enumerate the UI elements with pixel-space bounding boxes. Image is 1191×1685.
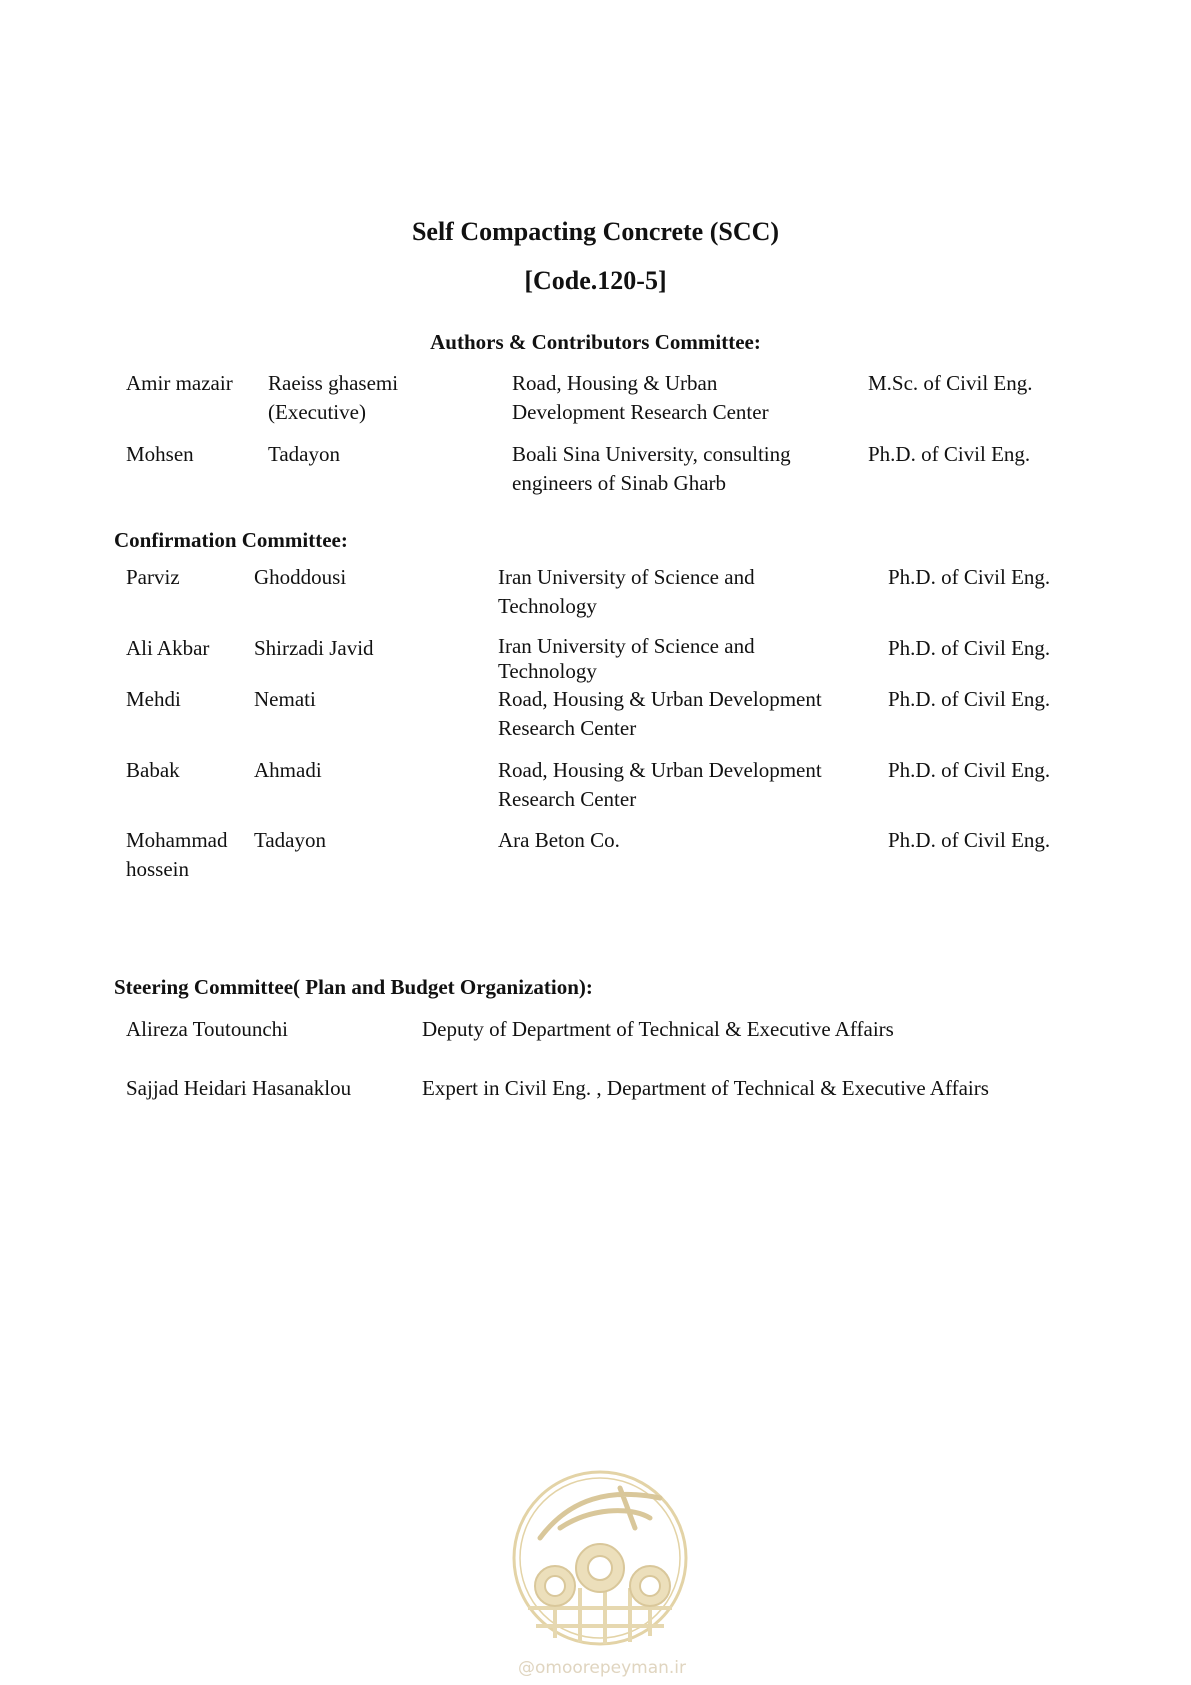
degree: Ph.D. of Civil Eng.: [888, 758, 1051, 782]
member-role: Expert in Civil Eng. , Department of Technical & Executive Affairs: [422, 1076, 989, 1100]
last-name: Ahmadi: [254, 758, 322, 782]
member-name: Sajjad Heidari Hasanaklou: [126, 1076, 352, 1100]
document-title: Self Compacting Concrete (SCC): [411, 217, 780, 246]
organization: Iran University of Science and Technology: [498, 565, 755, 618]
organization: Iran University of Science and Technology: [498, 634, 755, 683]
document-code: [Code.120-5]: [524, 266, 667, 295]
authors-heading: Authors & Contributors Committee:: [430, 330, 761, 354]
degree: M.Sc. of Civil Eng.: [868, 371, 1033, 395]
watermark-site-text: @omoorepeyman.ir: [517, 1658, 687, 1678]
last-name: Nemati: [254, 687, 316, 711]
organization: Boali Sina University, consulting engineers of Sinab Gharb: [512, 442, 791, 495]
organization: Road, Housing & Urban Development Research Center: [498, 687, 822, 740]
organization: Road, Housing & Urban Development Research Center: [498, 758, 822, 811]
first-name: Mehdi: [126, 687, 181, 711]
first-name: Amir mazair: [126, 371, 233, 395]
degree: Ph.D. of Civil Eng.: [888, 636, 1051, 660]
first-name: Ali Akbar: [126, 636, 210, 660]
watermark-emblem-icon: [500, 1458, 700, 1678]
degree: Ph.D. of Civil Eng.: [868, 442, 1031, 466]
last-name: Raeiss ghasemi (Executive): [268, 371, 399, 424]
first-name: Mohammad hossein: [126, 828, 228, 881]
last-name: Ghoddousi: [254, 565, 347, 589]
first-name: Babak: [126, 758, 180, 782]
confirmation-heading: Confirmation Committee:: [114, 528, 348, 552]
steering-heading: Steering Committee( Plan and Budget Organization):: [114, 975, 593, 999]
degree: Ph.D. of Civil Eng.: [888, 565, 1051, 589]
watermark-logo: [500, 1458, 700, 1678]
first-name: Mohsen: [126, 442, 194, 466]
organization: Ara Beton Co.: [498, 828, 620, 852]
first-name: Parviz: [126, 565, 180, 589]
degree: Ph.D. of Civil Eng.: [888, 687, 1051, 711]
degree: Ph.D. of Civil Eng.: [888, 828, 1051, 852]
member-role: Deputy of Department of Technical & Executive Affairs: [422, 1017, 894, 1041]
organization: Road, Housing & Urban Development Research Center: [512, 371, 769, 424]
last-name: Tadayon: [268, 442, 341, 466]
last-name: Tadayon: [254, 828, 327, 852]
member-name: Alireza Toutounchi: [126, 1017, 289, 1041]
last-name: Shirzadi Javid: [254, 636, 374, 660]
